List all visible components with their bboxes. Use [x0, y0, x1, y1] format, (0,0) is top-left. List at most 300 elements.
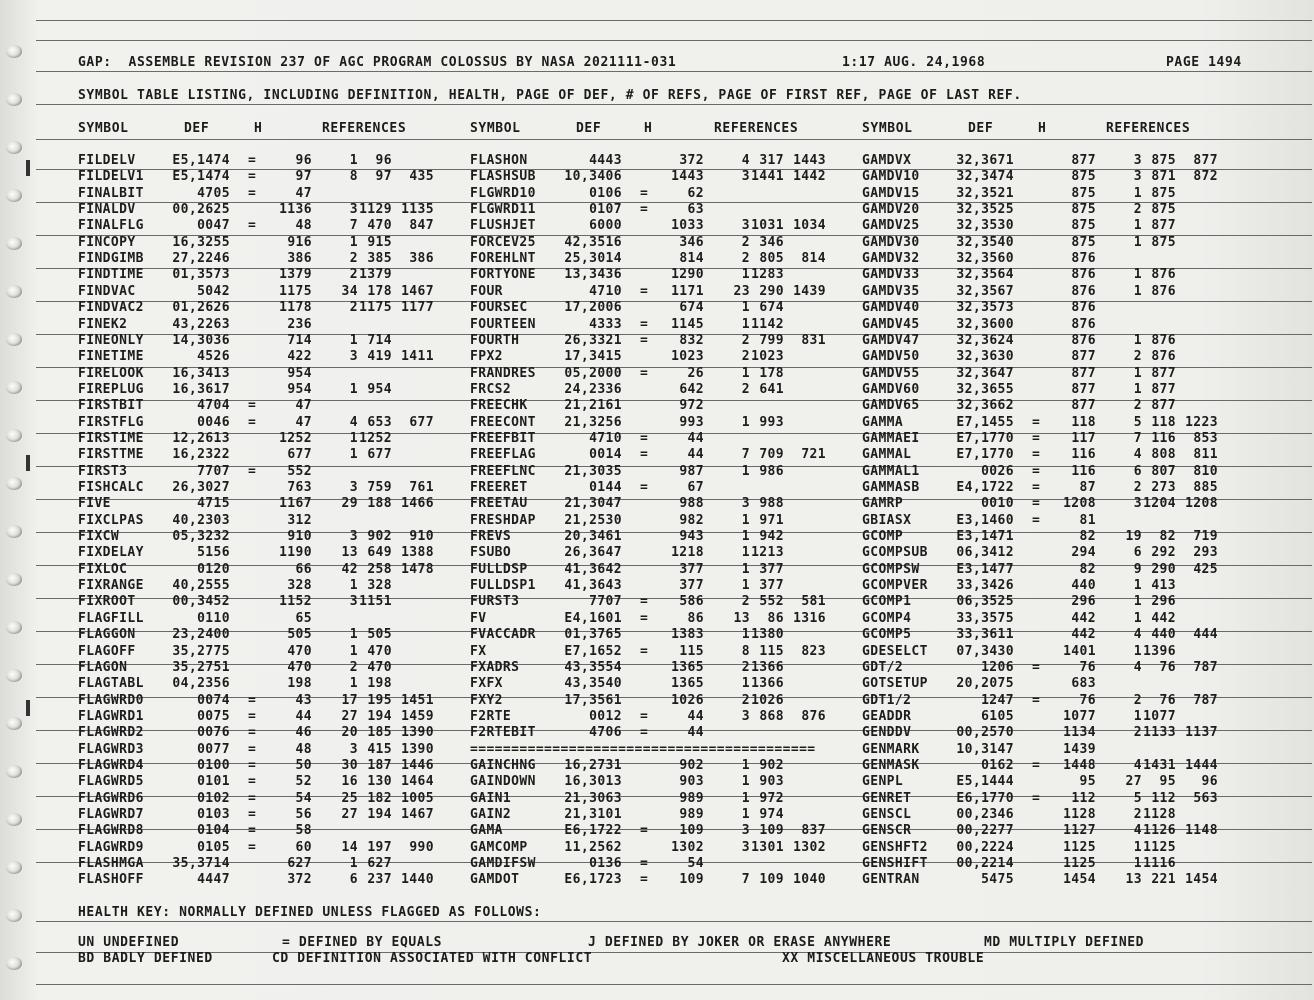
cell-def: 23,2400 — [172, 627, 230, 643]
cell-page: 442 — [1071, 627, 1096, 643]
cell-def: 21,3256 — [564, 414, 622, 430]
cell-def: 0012 — [589, 708, 622, 724]
cell-page: 627 — [287, 856, 312, 872]
cell-first: 112 — [1151, 790, 1176, 806]
cell-count: 4 — [1133, 757, 1142, 773]
cell-symbol: FIXLOC — [78, 561, 128, 577]
cell-first: 346 — [759, 234, 784, 250]
cell-first: 290 — [1151, 561, 1176, 577]
cell-page: 875 — [1071, 202, 1096, 218]
cell-count: 1 — [1133, 365, 1142, 381]
cell-health: = — [248, 790, 257, 806]
column-header-refs-3: REFERENCES — [1106, 121, 1191, 136]
cell-symbol: FREETAU — [470, 496, 528, 512]
cell-def: 00,2570 — [956, 725, 1014, 741]
cell-symbol: GBIASX — [862, 512, 912, 528]
cell-page: 87 — [1079, 480, 1096, 495]
table-row — [78, 791, 1258, 806]
cell-symbol: GAMDV20 — [862, 202, 920, 218]
cell-symbol: FSUBO — [470, 545, 512, 561]
column-header-symbol-3: SYMBOL — [862, 121, 913, 136]
table-row — [78, 349, 1258, 364]
cell-count: 7 — [349, 218, 358, 234]
cell-symbol: FORTYONE — [470, 267, 536, 283]
cell-first: 1077 — [1143, 708, 1176, 724]
cell-def: 16,3617 — [172, 381, 230, 397]
table-row — [78, 709, 1258, 724]
cell-first: 1133 — [1143, 725, 1176, 741]
cell-def: 32,3671 — [956, 153, 1014, 168]
cell-first: 377 — [759, 561, 784, 577]
cell-health: = — [640, 185, 649, 201]
cell-page: 714 — [287, 332, 312, 348]
cell-count: 1 — [349, 643, 358, 659]
cell-count: 1 — [349, 578, 358, 594]
cell-count: 4 — [349, 414, 358, 430]
cell-def: 32,3530 — [956, 218, 1014, 234]
cell-symbol: FXADRS — [470, 659, 520, 675]
cell-last: 823 — [801, 643, 826, 659]
cell-count: 4 — [1133, 659, 1142, 675]
cell-symbol: GCOMP4 — [862, 610, 912, 626]
cell-last: 1302 — [793, 839, 826, 855]
cell-first: 317 — [759, 153, 784, 168]
cell-page: 44 — [295, 708, 312, 724]
feed-hole — [6, 573, 22, 586]
cell-first: 653 — [367, 414, 392, 430]
cell-symbol: FLAGTABL — [78, 676, 144, 692]
cell-first: 877 — [1151, 398, 1176, 414]
cell-symbol: GENMARK — [862, 741, 920, 757]
table-row — [78, 644, 1258, 659]
cell-page: 876 — [1071, 332, 1096, 348]
cell-def: 41,3642 — [564, 561, 622, 577]
table-row — [78, 774, 1258, 789]
cell-count: 2 — [741, 381, 750, 397]
cell-page: 116 — [1071, 447, 1096, 463]
cell-first: 915 — [367, 234, 392, 250]
cell-page: 1134 — [1063, 725, 1096, 741]
cell-page: 954 — [287, 381, 312, 397]
cell-count: 1 — [1133, 610, 1142, 626]
cell-page: 47 — [295, 398, 312, 414]
column-header-symbol-2: SYMBOL — [470, 121, 521, 136]
cell-symbol: FXY2 — [470, 692, 503, 708]
cell-count: 8 — [741, 643, 750, 659]
ruled-line — [36, 952, 1312, 953]
cell-symbol: FIREPLUG — [78, 381, 144, 397]
cell-first: 96 — [375, 153, 392, 168]
cell-def: 0102 — [197, 790, 230, 806]
cell-def: 0101 — [197, 774, 230, 790]
cell-count: 3 — [349, 480, 358, 495]
cell-count: 4 — [741, 153, 750, 168]
table-row — [78, 496, 1258, 511]
cell-symbol: FIXCLPAS — [78, 512, 144, 528]
cell-def: 01,3573 — [172, 267, 230, 283]
cell-last: 581 — [801, 594, 826, 610]
cell-page: 117 — [1071, 430, 1096, 446]
cell-page: 97 — [295, 169, 312, 185]
cell-last: 1442 — [793, 169, 826, 185]
cell-def: E7,1652 — [564, 643, 622, 659]
cell-last: 787 — [1193, 659, 1218, 675]
cell-def: 4710 — [589, 283, 622, 299]
cell-count: 9 — [1133, 561, 1142, 577]
cell-def: 27,2246 — [172, 251, 230, 267]
cell-count: 3 — [741, 169, 750, 185]
cell-count: 6 — [1133, 545, 1142, 561]
cell-page: 1401 — [1063, 643, 1096, 659]
cell-health: = — [640, 725, 649, 741]
cell-first: 76 — [1159, 692, 1176, 708]
cell-count: 13 — [1125, 872, 1142, 888]
cell-page: 1125 — [1063, 839, 1096, 855]
cell-symbol: GAMDV50 — [862, 349, 920, 365]
cell-count: 7 — [741, 872, 750, 888]
cell-symbol: FURST3 — [470, 594, 520, 610]
cell-count: 7 — [741, 447, 750, 463]
cell-count: 1 — [1133, 185, 1142, 201]
cell-symbol: FIVE — [78, 496, 111, 512]
cell-symbol: FREECHK — [470, 398, 528, 414]
table-row — [78, 627, 1258, 642]
margin-mark — [26, 700, 30, 716]
column-header-h-1: H — [254, 121, 263, 136]
feed-hole — [6, 285, 22, 298]
cell-symbol: FIXCW — [78, 529, 120, 545]
cell-def: 6000 — [589, 218, 622, 234]
cell-def: 10,3406 — [564, 169, 622, 185]
cell-count: 42 — [341, 561, 358, 577]
cell-count: 17 — [341, 692, 358, 708]
cell-def: 26,3321 — [564, 332, 622, 348]
cell-symbol: FREVS — [470, 529, 512, 545]
cell-symbol: FPX2 — [470, 349, 503, 365]
cell-symbol: FLAGWRD8 — [78, 823, 144, 839]
cell-symbol: FLAGOFF — [78, 643, 136, 659]
cell-last: 386 — [409, 251, 434, 267]
table-row — [78, 235, 1258, 250]
feed-hole — [6, 381, 22, 394]
cell-def: 11,2562 — [564, 839, 622, 855]
table-row — [78, 398, 1258, 413]
listing-timestamp: 1:17 AUG. 24,1968 — [842, 55, 986, 70]
cell-count: 2 — [1133, 398, 1142, 414]
cell-def: 00,2277 — [956, 823, 1014, 839]
cell-last: 1034 — [793, 218, 826, 234]
cell-def: 7707 — [197, 463, 230, 479]
cell-health: = — [248, 741, 257, 757]
cell-def: 0120 — [197, 561, 230, 577]
cell-health: = — [1032, 692, 1041, 708]
cell-page: 1448 — [1063, 757, 1096, 773]
cell-health: = — [1032, 447, 1041, 463]
ruled-line — [36, 921, 1312, 922]
cell-health: = — [248, 807, 257, 822]
cell-symbol: FIRSTFLG — [78, 414, 144, 430]
table-row — [78, 807, 1258, 822]
cell-last: 435 — [409, 169, 434, 185]
cell-page: 876 — [1071, 267, 1096, 283]
margin-mark — [26, 455, 30, 471]
feed-hole — [6, 861, 22, 874]
cell-def: 00,2346 — [956, 807, 1014, 822]
cell-symbol: GAMMAL — [862, 447, 912, 463]
table-row — [78, 366, 1258, 381]
cell-first: 993 — [759, 414, 784, 430]
table-row — [78, 251, 1258, 266]
cell-def: 4443 — [589, 153, 622, 168]
cell-first: 942 — [759, 529, 784, 545]
cell-count: 2 — [1133, 349, 1142, 365]
cell-count: 1 — [741, 757, 750, 773]
cell-symbol: FREECONT — [470, 414, 536, 430]
cell-first: 627 — [367, 856, 392, 872]
table-row — [78, 578, 1258, 593]
cell-count: 2 — [1133, 202, 1142, 218]
cell-count: 1 — [741, 529, 750, 545]
cell-def: 00,2224 — [956, 839, 1014, 855]
cell-count: 14 — [341, 839, 358, 855]
table-row — [78, 676, 1258, 691]
cell-health: = — [640, 594, 649, 610]
cell-first: 130 — [367, 774, 392, 790]
column-header-h-2: H — [644, 121, 653, 136]
table-row — [78, 742, 1258, 757]
cell-symbol: GAMMAL1 — [862, 463, 920, 479]
cell-last: 837 — [801, 823, 826, 839]
cell-first: 1213 — [751, 545, 784, 561]
cell-last: 853 — [1193, 430, 1218, 446]
cell-last: 885 — [1193, 480, 1218, 495]
cell-page: 96 — [295, 153, 312, 168]
cell-page: 470 — [287, 659, 312, 675]
cell-page: 1026 — [671, 692, 704, 708]
cell-first: 1128 — [1143, 807, 1176, 822]
cell-def: 0104 — [197, 823, 230, 839]
cell-page: 903 — [679, 774, 704, 790]
cell-page: 440 — [1071, 578, 1096, 594]
cell-page: 1023 — [671, 349, 704, 365]
cell-first: 97 — [375, 169, 392, 185]
cell-page: 1033 — [671, 218, 704, 234]
cell-first: 759 — [367, 480, 392, 495]
cell-page: 115 — [679, 643, 704, 659]
cell-count: 27 — [341, 708, 358, 724]
cell-health: = — [1032, 757, 1041, 773]
cell-first: 1431 — [1143, 757, 1176, 773]
health-key-title: HEALTH KEY: NORMALLY DEFINED UNLESS FLAGGED AS FOLLOWS: — [78, 905, 542, 920]
cell-symbol: FLGWRD11 — [470, 202, 536, 218]
cell-def: 04,2356 — [172, 676, 230, 692]
cell-count: 3 — [741, 496, 750, 512]
cell-count: 1 — [1133, 643, 1142, 659]
cell-page: 44 — [687, 447, 704, 463]
cell-symbol: GAMDV15 — [862, 185, 920, 201]
cell-first: 95 — [1159, 774, 1176, 790]
cell-def: 26,3647 — [564, 545, 622, 561]
cell-first: 1126 — [1143, 823, 1176, 839]
cell-page: 43 — [295, 692, 312, 708]
cell-first: 415 — [367, 741, 392, 757]
cell-symbol: FLAGGON — [78, 627, 136, 643]
cell-last: 293 — [1193, 545, 1218, 561]
cell-count: 1 — [741, 414, 750, 430]
table-row — [78, 415, 1258, 430]
cell-count: 1 — [1133, 381, 1142, 397]
cell-symbol: GEADDR — [862, 708, 912, 724]
cell-count: 13 — [733, 610, 750, 626]
cell-first: 1129 — [359, 202, 392, 218]
cell-def: 16,3013 — [564, 774, 622, 790]
ruled-line — [36, 71, 1312, 72]
cell-def: 40,2555 — [172, 578, 230, 594]
cell-symbol: FLAGWRD3 — [78, 741, 144, 757]
cell-symbol: FINDTIME — [78, 267, 144, 283]
cell-def: 0103 — [197, 807, 230, 822]
cell-def: 01,2626 — [172, 300, 230, 316]
cell-page: 832 — [679, 332, 704, 348]
cell-symbol: GAINCHNG — [470, 757, 536, 773]
cell-def: 06,3525 — [956, 594, 1014, 610]
cell-def: 21,3047 — [564, 496, 622, 512]
cell-def: 5156 — [197, 545, 230, 561]
cell-last: 910 — [409, 529, 434, 545]
cell-first: 1301 — [751, 839, 784, 855]
cell-health: = — [248, 185, 257, 201]
cell-def: 13,3436 — [564, 267, 622, 283]
cell-first: 876 — [1151, 332, 1176, 348]
cell-symbol: GENSHFT2 — [862, 839, 928, 855]
feed-hole — [6, 525, 22, 538]
cell-first: 195 — [367, 692, 392, 708]
cell-page: 982 — [679, 512, 704, 528]
feed-hole — [6, 909, 22, 922]
cell-page: 1127 — [1063, 823, 1096, 839]
cell-def: 32,3655 — [956, 381, 1014, 397]
cell-health: = — [640, 332, 649, 348]
cell-page: 987 — [679, 463, 704, 479]
cell-first: 187 — [367, 757, 392, 773]
cell-symbol: FOREHLNT — [470, 251, 536, 267]
cell-def: 32,3573 — [956, 300, 1014, 316]
cell-first: 876 — [1151, 267, 1176, 283]
cell-page: 82 — [1079, 529, 1096, 545]
feed-hole — [6, 237, 22, 250]
cell-page: 505 — [287, 627, 312, 643]
cell-first: 198 — [367, 676, 392, 692]
cell-def: 0026 — [981, 463, 1014, 479]
cell-health: = — [248, 725, 257, 741]
cell-last: 1390 — [401, 725, 434, 741]
cell-def: 4715 — [197, 496, 230, 512]
cell-def: 7707 — [589, 594, 622, 610]
cell-last: 847 — [409, 218, 434, 234]
cell-symbol: FLAGWRD5 — [78, 774, 144, 790]
cell-page: 1167 — [279, 496, 312, 512]
cell-symbol: FULLDSP — [470, 561, 528, 577]
cell-symbol: FLAGON — [78, 659, 128, 675]
cell-def: 00,3452 — [172, 594, 230, 610]
cell-first: 876 — [1151, 349, 1176, 365]
cell-count: 1 — [1133, 267, 1142, 283]
cell-health: = — [640, 480, 649, 495]
cell-last: 1478 — [401, 561, 434, 577]
cell-symbol: GAMMASB — [862, 480, 920, 495]
cell-page: 44 — [687, 430, 704, 446]
cell-page: 47 — [295, 414, 312, 430]
cell-page: 26 — [687, 365, 704, 381]
cell-count: 3 — [1133, 496, 1142, 512]
cell-page: 1454 — [1063, 872, 1096, 888]
cell-symbol: GCOMP5 — [862, 627, 912, 643]
health-key-badly: BD BADLY DEFINED — [78, 951, 213, 966]
column-header-def-2: DEF — [576, 121, 602, 136]
cell-health: = — [1032, 659, 1041, 675]
cell-last: 1440 — [401, 872, 434, 888]
cell-last: 563 — [1193, 790, 1218, 806]
cell-first: 185 — [367, 725, 392, 741]
cell-last: 1444 — [1185, 757, 1218, 773]
ruled-line — [36, 139, 1312, 140]
cell-page: 44 — [687, 725, 704, 741]
cell-symbol: GENRET — [862, 790, 912, 806]
cell-page: 910 — [287, 529, 312, 545]
cell-count: 2 — [1133, 480, 1142, 495]
cell-last: 1388 — [401, 545, 434, 561]
cell-health: = — [248, 169, 257, 185]
cell-def: 06,3412 — [956, 545, 1014, 561]
cell-symbol: FOUR — [470, 283, 503, 299]
cell-first: 115 — [759, 643, 784, 659]
cell-first: 641 — [759, 381, 784, 397]
cell-count: 2 — [741, 659, 750, 675]
cell-count: 1 — [741, 316, 750, 332]
cell-page: 63 — [687, 202, 704, 218]
health-key-joker: J DEFINED BY JOKER OR ERASE ANYWHERE — [588, 935, 892, 950]
cell-def: 43,2263 — [172, 316, 230, 332]
cell-symbol: FINCOPY — [78, 234, 136, 250]
cell-symbol: FIRSTTME — [78, 447, 144, 463]
cell-def: 12,2613 — [172, 430, 230, 446]
cell-first: 182 — [367, 790, 392, 806]
cell-first: 871 — [1151, 169, 1176, 185]
cell-count: 27 — [341, 807, 358, 822]
cell-symbol: FLASHON — [470, 153, 528, 168]
cell-page: 377 — [679, 578, 704, 594]
cell-symbol: FINETIME — [78, 349, 144, 365]
cell-first: 178 — [759, 365, 784, 381]
cell-symbol: GAMDV55 — [862, 365, 920, 381]
cell-symbol: GAMDV35 — [862, 283, 920, 299]
cell-def: E3,1460 — [956, 512, 1014, 528]
cell-count: 1 — [1133, 839, 1142, 855]
cell-count: 8 — [349, 169, 358, 185]
cell-first: 76 — [1159, 659, 1176, 675]
cell-symbol: FORCEV25 — [470, 234, 536, 250]
cell-last: 1451 — [401, 692, 434, 708]
cell-health: = — [1032, 414, 1041, 430]
cell-count: 2 — [349, 267, 358, 283]
cell-page: 52 — [295, 774, 312, 790]
cell-first: 954 — [367, 381, 392, 397]
cell-count: 3 — [741, 823, 750, 839]
cell-def: 4705 — [197, 185, 230, 201]
cell-health: = — [1032, 496, 1041, 512]
cell-last: 876 — [801, 708, 826, 724]
cell-last: 1005 — [401, 790, 434, 806]
